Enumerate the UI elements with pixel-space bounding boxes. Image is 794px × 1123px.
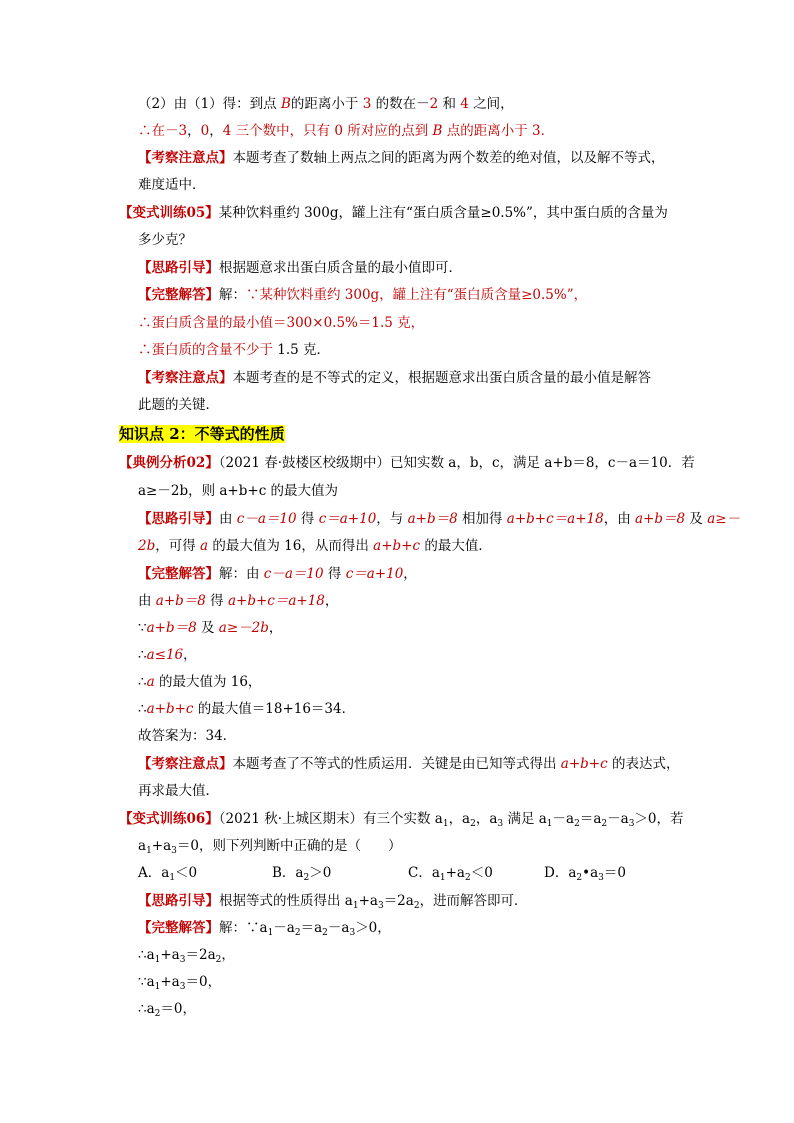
exam-note-1: 【考察注意点】本题考查了数轴上两点之间的距离为两个数差的绝对值，以及解不等式，: [138, 150, 665, 166]
idea-guide-05: 【思路引导】根据题意求出蛋白质含量的最小值即可．: [138, 260, 462, 276]
exam-note-05-cont: 此题的关键．: [138, 397, 219, 413]
exam-note-05: 【考察注意点】本题考查的是不等式的定义，根据题意求出蛋白质含量的最小值是解答: [138, 370, 651, 386]
variant-training-06-question-cont: $a_1+a_3=0$，则下列判断中正确的是（ ）: [138, 838, 402, 856]
exam-note-02: 【考察注意点】本题考查了不等式的性质运用．关键是由已知等式得出 a+b+c 的表达式，: [138, 756, 680, 772]
solution-part2-line: （2）由（1）得：到点 B的距离小于 3 的数在－2 和 4 之间，: [138, 96, 514, 112]
solution-02-step5: ∴a+b+c 的最大值＝18+16＝34．: [138, 701, 356, 717]
solution-02-step2: ∵a+b＝8 及 a≥－2b，: [138, 620, 283, 636]
option-d: D．$a_2•a_3=0$: [544, 865, 626, 883]
option-b: B．$a_2>0$: [272, 865, 332, 883]
idea-guide-02-cont: 2b，可得 a 的最大值为 16，从而得出 a+b+c 的最大值．: [138, 538, 492, 554]
solution-02-step4: ∴a 的最大值为 16，: [138, 674, 262, 690]
solution-05-step1: ∴蛋白质含量的最小值＝300×0.5%＝1.5 克，: [138, 315, 425, 331]
exam-note-02-cont: 再求最大值．: [138, 783, 219, 799]
solution-06-step2: $\because a_1+a_3=0$，: [138, 974, 222, 992]
full-solution-02: 【完整解答】解：由 c－a＝10 得 c＝a+10，: [138, 566, 417, 582]
exam-note-1-cont: 难度适中．: [138, 177, 206, 193]
option-c: C．$a_1+a_2<0$: [408, 865, 493, 883]
full-solution-05: 【完整解答】解：∵某种饮料重约 300g，罐上注有“蛋白质含量≥0.5%”，: [138, 287, 588, 303]
option-a: A．$a_1<0$: [138, 865, 198, 883]
example-analysis-02-question: 【典例分析02】（2021 春·鼓楼区校级期中）已知实数 a，b，c，满足 a+b＝8，c－a＝10．若: [119, 455, 695, 471]
solution-02-step1: 由 a+b＝8 得 a+b+c＝a+18，: [138, 593, 339, 609]
section-heading: 知识点 2：不等式的性质: [119, 425, 285, 443]
variant-training-05-question: 【变式训练05】某种饮料重约 300g，罐上注有“蛋白质含量≥0.5%”，其中蛋白质的含量为: [119, 205, 668, 221]
example-analysis-02-question-cont: a≥－2b，则 a+b+c 的最大值为: [138, 483, 339, 499]
solution-05-step2: ∴蛋白质的含量不少于 1.5 克．: [138, 342, 331, 358]
solution-02-step3: ∴a≤16，: [138, 647, 197, 663]
idea-guide-06: 【思路引导】根据等式的性质得出 $a_1+a_3=2a_2$，进而解答即可．: [138, 893, 528, 911]
variant-training-06-question: 【变式训练06】（2021 秋·上城区期末）有三个实数 $a_1$，$a_2$，$a_3$ 满足 $a_1-a_2=a_2-a_3>0$，若: [119, 811, 684, 829]
answer-02: 故答案为：34．: [138, 728, 237, 744]
full-solution-06: 【完整解答】解：$\because a_1-a_2=a_2-a_3>0$，: [138, 920, 391, 938]
variant-training-05-question-cont: 多少克？: [138, 232, 192, 248]
solution-conclusion-line: ∴在－3，0，4 三个数中，只有 0 所对应的点到 B 点的距离小于 3．: [138, 123, 555, 139]
solution-06-step3: $\therefore a_2=0$，: [138, 1001, 196, 1019]
solution-06-step1: $\therefore a_1+a_3=2a_2$，: [138, 947, 235, 965]
idea-guide-02: 【思路引导】由 c－a＝10 得 c＝a+10，与 a+b＝8 相加得 a+b+c＝a+18，由 a+b＝8 及 a≥－: [138, 511, 741, 527]
